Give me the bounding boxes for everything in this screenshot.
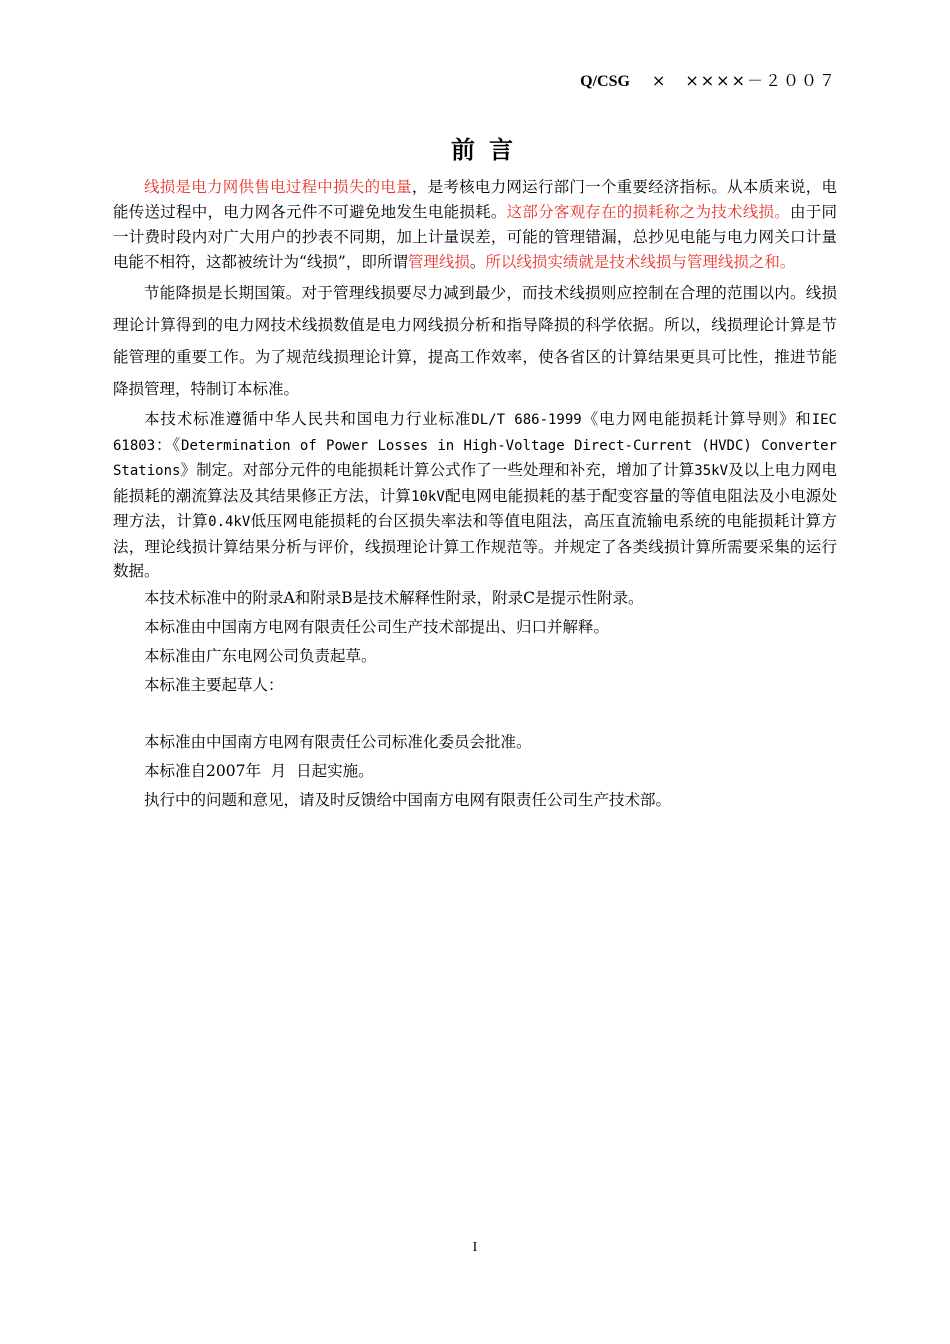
body-text: 及以上电力网电能损耗的潮流算法及其结果修正方法，计算 [113, 461, 837, 505]
main-drafters-note: 本标准主要起草人： [144, 675, 284, 694]
page-number: I [472, 1240, 478, 1255]
standard-ref: DL/T 686-1999 [471, 412, 582, 428]
voltage-label: 10kV [411, 488, 445, 505]
highlight-text: 管理线损 [407, 253, 470, 271]
paragraph-line-loss-definition [113, 175, 837, 275]
spacer [113, 700, 837, 728]
paragraph-energy-saving: 节能降损是长期国策。对于管理线损要尽力减到最少，而技术线损则应控制在合理的范围以内。线损理论计算得到的电力网技术线损数值是电力网线损分析和指导降损的科学依据。所以，线损理论计算是节能管理的重要工作。为了规范线损理论计算，提高工作效率，使各省区的计算结果更具可比性，推进节能降损管理，特制订本标准。 [113, 284, 837, 398]
highlight-text: 这部分客观存在的损耗称之为技术线损。 [506, 203, 790, 221]
highlight-text: 线损是电力网供售电过程中损失的电量 [144, 178, 412, 196]
drafter-note: 本标准由广东电网公司负责起草。 [144, 646, 377, 665]
feedback-note: 执行中的问题和意见，请及时反馈给中国南方电网有限责任公司生产技术部。 [144, 790, 672, 809]
document-body [113, 175, 837, 815]
body-text: 配电网电能损耗的基于配变容量的等值电阻法及小电源处理方法，计算 [113, 486, 837, 530]
standard-ref: IEC 61803 [113, 412, 837, 454]
proposer-note: 本标准由中国南方电网有限责任公司生产技术部提出、归口并解释。 [144, 617, 610, 636]
paragraph-standard-basis [113, 407, 837, 584]
voltage-label: 35kV [694, 463, 728, 479]
body-text: 》制定。对部分元件的电能损耗计算公式作了一些处理和补充，增加了计算 [180, 461, 695, 479]
body-text: 本技术标准遵循中华人民共和国电力行业标准 [144, 410, 472, 428]
standard-number: × ××××－２００７ [651, 71, 837, 90]
standard-title: Determination of Power Losses in High-Voltage Direct-Current (HVDC) Converter Stations [113, 437, 837, 479]
document-header [580, 68, 837, 91]
page-title: 前言 [451, 136, 527, 164]
voltage-label: 0.4kV [208, 514, 251, 530]
appendix-note: 本技术标准中的附录A和附录B是技术解释性附录，附录C是提示性附录。 [144, 588, 644, 607]
highlight-text: 所以线损实绩就是技术线损与管理线损之和。 [485, 253, 796, 271]
body-text: 由于同一计费时段内对广大用户的抄表不同期，加上计量误差，可能的管理错漏，总抄见电能与电力网关口计量电能不相符，这都被统计为“线损”，即所谓 [113, 203, 837, 271]
body-text: ，是考核电力网运行部门一个重要经济指标。从本质来说，电能传送过程中，电力网各元件不可避免地发生电能损耗。 [113, 178, 837, 221]
body-text: 低压网电能损耗的台区损失率法和等值电阻法，高压直流输电系统的电能损耗计算方法，理论线损计算结果分析与评价，线损理论计算工作规范等。并规定了各类线损计算所需要采集的运行数据。 [113, 512, 837, 580]
body-text: 《电力网电能损耗计算导则》和 [581, 410, 812, 428]
standard-code: Q/CSG [580, 73, 630, 90]
body-text: 。 [469, 253, 486, 271]
approval-note: 本标准由中国南方电网有限责任公司标准化委员会批准。 [144, 732, 532, 751]
body-text: ：《 [155, 435, 182, 454]
effective-date-note: 本标准自2007年 月 日起实施。 [144, 761, 374, 780]
